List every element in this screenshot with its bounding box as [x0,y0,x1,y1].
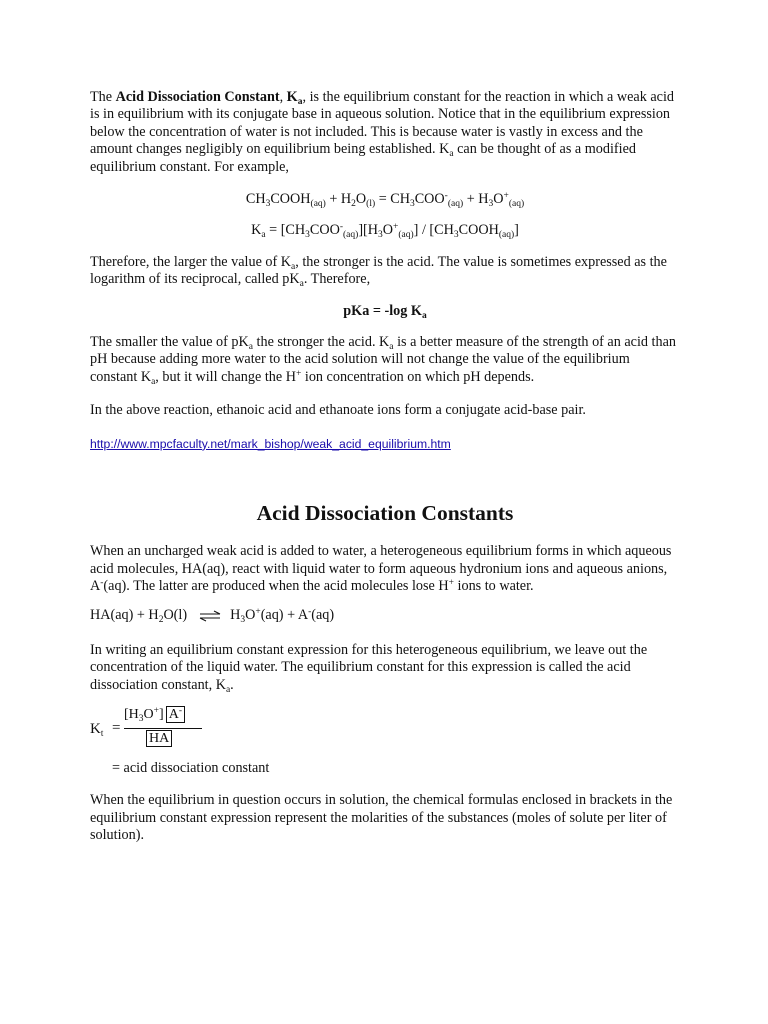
formula-denominator: HA [146,730,172,747]
pka-equation: pKa = -log $K_a$ [343,302,427,321]
formula-equals: = [112,719,121,736]
term-ka: $K_a$ [286,89,303,107]
conjugate-pair-paragraph: In the above reaction, ethanoic acid and ethanoate ions form a conjugate acid-base pair. [90,402,586,419]
pka-paragraph: The smaller the value of $pK_a$ the stronger the acid. $K_a$ is a better measure of the strength of an acid than pH because adding more water to the acid solution will not change the value of the equilibrium constant $K_a$, but it will change the H+ ion concentration on which pH depends. [90,334,676,387]
formula-numerator: $[H_3O^+]$ A- [124,706,185,723]
source-link[interactable]: http://www.mpcfaculty.net/mark_bishop/weak_acid_equilibrium.htm [90,436,451,451]
products: $H_3O^+(aq) + A^-(aq)$ [230,607,335,626]
term-acid-dissociation-constant: Acid Dissociation Constant [115,89,280,105]
formula-definition: = acid dissociation constant [112,759,270,776]
ka-expression: $K_a = [CH_3COO^-_{(aq)}][H_3O^+_{(aq)}]$ / $[CH_3COOH_{(aq)}]$ [251,222,519,241]
text: can be thought of as a modified equilibrium constant. For example, [90,141,636,175]
fraction-bar [124,728,202,729]
text: The [90,89,116,105]
text: , is the equilibrium constant for the reaction in which a weak acid is in equilibrium with its conjugate base in aqueous solution. Notice that in the equilibrium expression below the concentration of water is not included. This is because water is vastly in excess and the amount changes negligibly on equilibrium being established. K [90,89,674,158]
reactants: $HA(aq) + H_2O(l)$ [90,607,188,626]
molarity-paragraph: When the equilibrium in question occurs in solution, the chemical formulas enclosed in brackets in the equilibrium constant expression represent the molarities of the substances (moles of solute per liter of solution). [90,792,673,844]
document-page [90,89,680,845]
section-heading: Acid Dissociation Constants [256,501,514,526]
formula-k: $K_t$ [90,720,104,738]
weak-acid-paragraph: When an uncharged weak acid is added to water, a heterogeneous equilibrium forms in which aqueous acid molecules, HA(aq), react with liquid water to form aqueous hydronium ions and aqueous anions, A-(aq). The latter are produced when the acid molecules lose H+ ions to water. [90,543,672,594]
acetic-acid-equation: $CH_3COOH_{(aq)} + H_2O_{(l)} = CH_3COO^-_{(aq)} + H_3O^+_{(aq)}$ [245,191,525,210]
ka-intro-paragraph: The Acid Dissociation Constant, $K_a$, is the equilibrium constant for the reaction in which a weak acid is in equilibrium with its conjugate base in aqueous solution. Notice that in the equilibrium expression below the concentration of water is not included. This is because water is vastly in excess and the amount changes negligibly on equilibrium being established. $K_a$ can be thought of as a modified equilibrium constant. For example, [90,89,674,175]
ka-formula-image [90,706,680,758]
ka-strength-paragraph: Therefore, the larger the value of $K_a$, the stronger is the acid. The value is sometimes expressed as the logarithm of its reciprocal, called $pK_a$. Therefore, [90,253,667,290]
equilibrium-arrows-icon [199,610,221,622]
expression-paragraph: In writing an equilibrium constant expression for this heterogeneous equilibrium, we leave out the concentration of the liquid water. The equilibrium constant for this expression is called the acid dissociation constant, $K_a$. [90,641,648,695]
ha-equilibrium-equation [90,607,680,624]
text: , [279,89,287,105]
